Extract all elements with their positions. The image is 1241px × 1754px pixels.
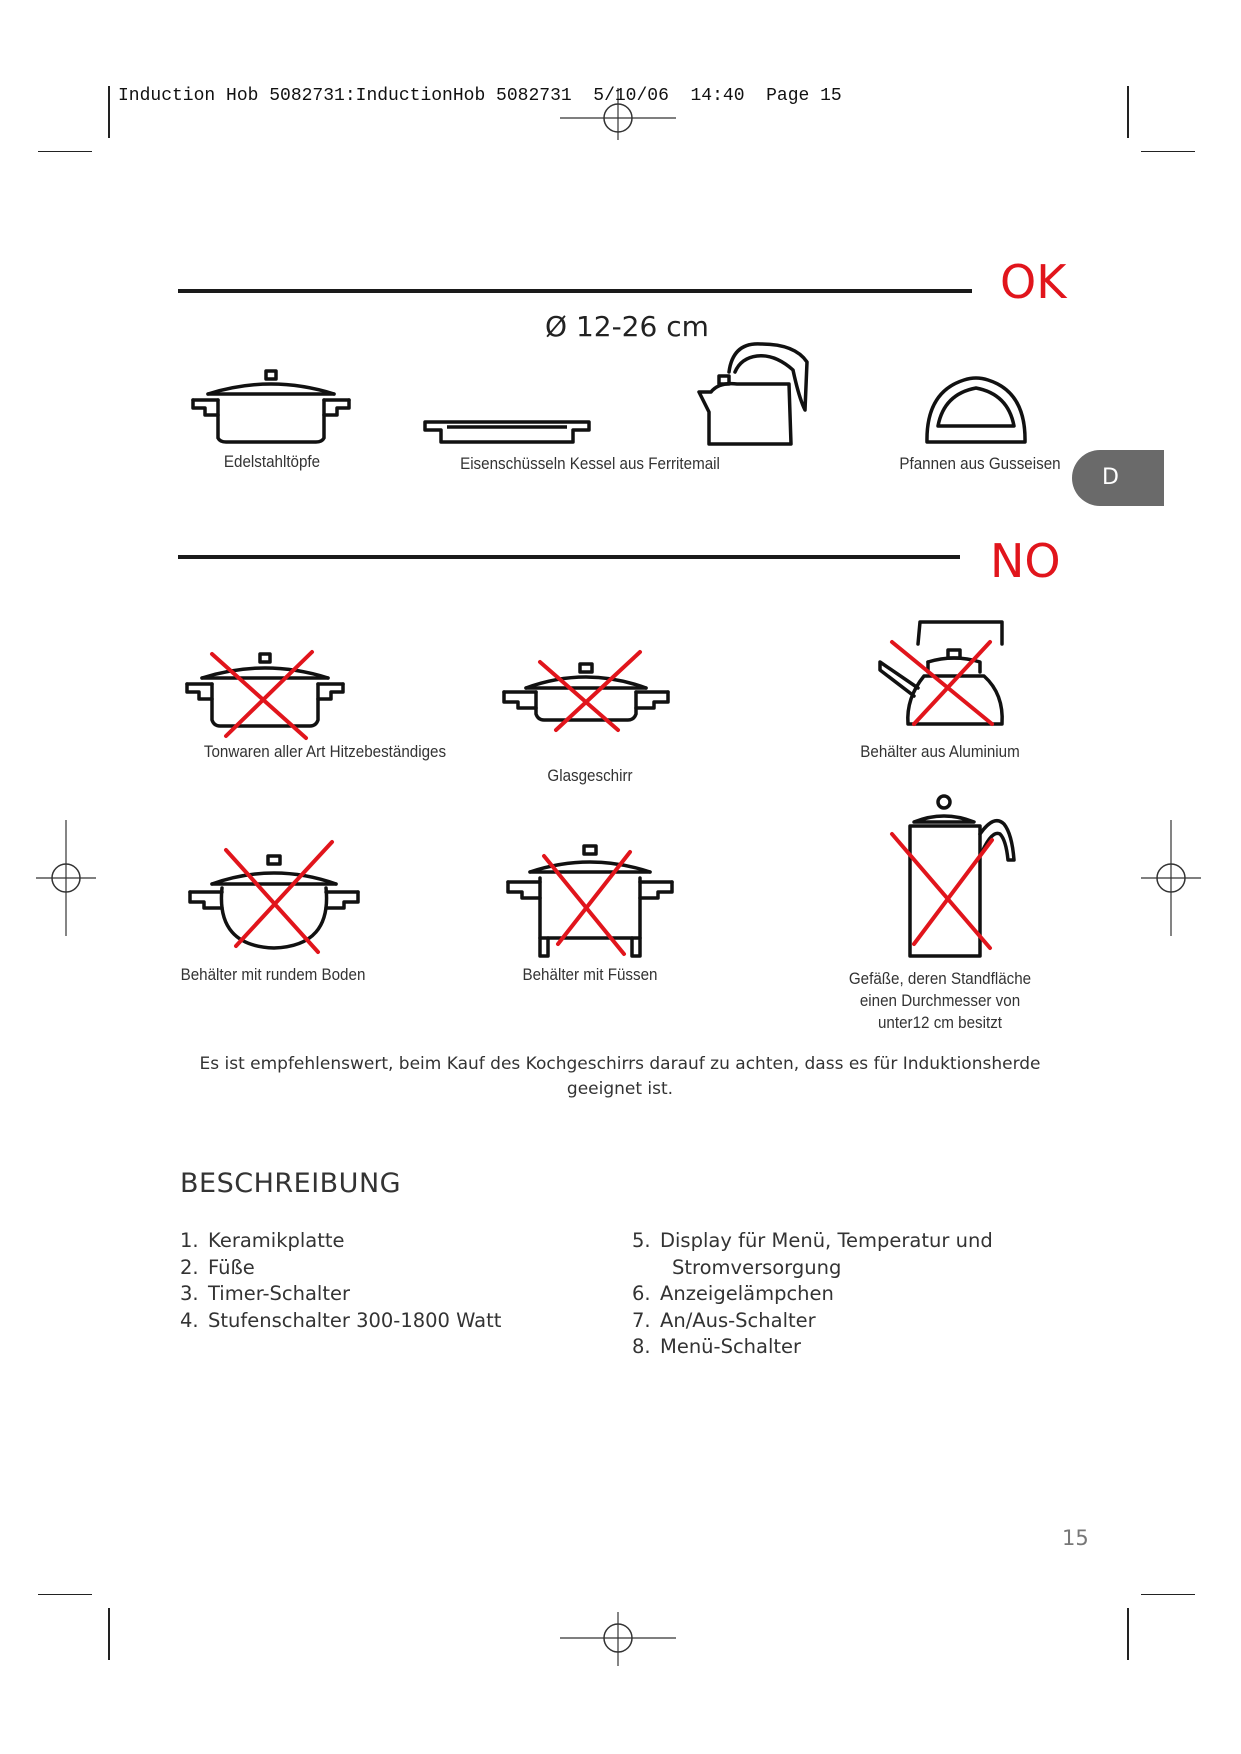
kettle-icon (697, 338, 815, 448)
list-item: 6. Anzeigelämpchen (632, 1282, 834, 1305)
ok-caption-3: Pfannen aus Gusseisen (899, 455, 1061, 473)
registration-mark-right-icon (1141, 818, 1201, 938)
stainless-steel-pot-icon (190, 368, 352, 446)
diameter-label: Ø 12-26 cm (545, 310, 709, 343)
no-caption-1: Tonwaren aller Art Hitzebeständiges (203, 743, 447, 761)
no-label: NO (990, 534, 1061, 588)
ok-divider (178, 289, 972, 293)
list-item: 1. Keramikplatte (180, 1229, 345, 1252)
list-item: 8. Menü-Schalter (632, 1335, 802, 1358)
no-caption-2: Glasgeschirr (547, 767, 633, 785)
no-caption-6-line-1: Gefäße, deren Standfläche (848, 970, 1032, 988)
earthenware-pot-icon (184, 650, 346, 742)
description-list-right (632, 1228, 993, 1361)
list-item: 7. An/Aus-Schalter (632, 1308, 816, 1332)
glass-dish-icon (500, 648, 672, 732)
no-caption-3: Behälter aus Aluminium (860, 743, 1020, 761)
no-caption-6 (820, 968, 1059, 1034)
cast-iron-pan-icon (924, 374, 1028, 446)
list-item: 5. Display für Menü, Temperatur und Stromversorgung (632, 1229, 993, 1279)
no-caption-4: Behälter mit rundem Boden (180, 966, 366, 984)
registration-mark-left-icon (36, 818, 96, 938)
list-item: 4. Stufenschalter 300-1800 Watt (180, 1308, 502, 1332)
no-caption-5: Behälter mit Füssen (522, 966, 658, 984)
enamel-pan-icon (423, 418, 591, 446)
no-caption-6-line-2: einen Durchmesser von (859, 992, 1021, 1010)
list-item: 2. Füße (180, 1255, 255, 1279)
round-bottom-pot-icon (186, 842, 362, 954)
footed-pot-icon (504, 842, 676, 960)
description-heading: BESCHREIBUNG (180, 1168, 402, 1199)
no-caption-6-line-3: unter12 cm besitzt (877, 1014, 1003, 1032)
registration-mark-bottom-icon (558, 1608, 678, 1668)
no-divider (178, 555, 960, 559)
description-list-left (180, 1228, 501, 1334)
aluminium-kettle-icon (878, 614, 1008, 730)
list-item: 3. Timer-Schalter (180, 1282, 351, 1305)
page-number: 15 (1062, 1526, 1089, 1550)
ok-caption-1: Edelstahltöpfe (223, 453, 321, 471)
ok-caption-2: Eisenschüsseln Kessel aus Ferritemail (460, 455, 720, 473)
ok-label: OK (1000, 255, 1067, 309)
language-tab: D (1072, 450, 1164, 506)
small-base-jug-icon (890, 794, 1020, 962)
compatibility-note: Es ist empfehlenswert, beim Kauf des Kochgeschirrs darauf zu achten, dass es für Induktionsherde geeignet ist. (199, 1054, 1041, 1099)
print-header: Induction Hob 5082731:InductionHob 5082731 5/10/06 14:40 Page 15 (118, 86, 842, 106)
